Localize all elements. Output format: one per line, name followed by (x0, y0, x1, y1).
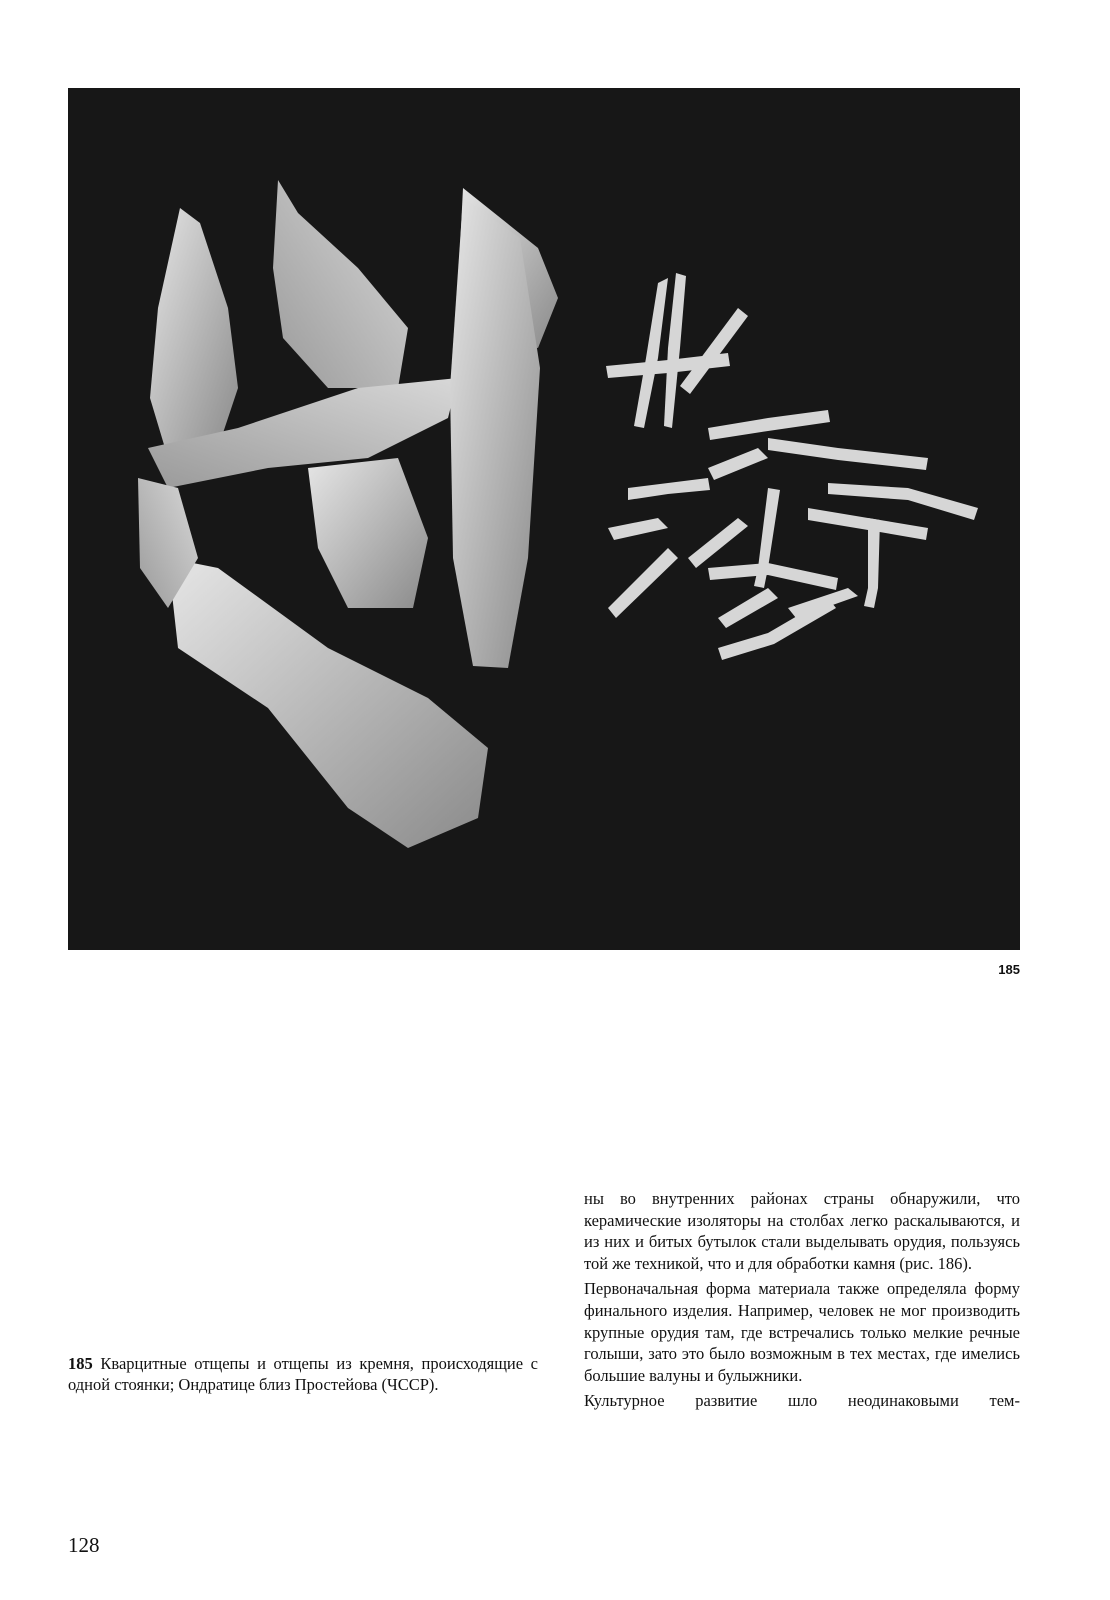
figure-number: 185 (998, 962, 1020, 977)
flint-flakes-photo (68, 88, 1020, 950)
paragraph: ны во внутренних районах страны обнаружили, что керамические изоляторы на столбах легко раскалываются, и из них и битых бутылок стали выделывать орудия, пользуясь той же техникой, что и для обработки камня (рис. 186). (584, 1189, 1020, 1273)
caption-text: Кварцитные отщепы и отщепы из кремня, происходящие с одной стоянки; Ондратице близ Простейова (ЧССР). (68, 1354, 539, 1394)
paragraph: Первоначальная форма материала также определяла форму финального изделия. Например, человек не мог производить крупные орудия там, где встречались только мелкие речные голыши, зато это было возможным в тех местах, где имелись большие валуны и булыжники. (584, 1279, 1020, 1385)
figure-photo (68, 88, 1020, 950)
paragraph: Культурное развитие шло неодинаковыми тем- (584, 1391, 1020, 1411)
caption-number: 185 (68, 1354, 93, 1373)
page-number: 128 (68, 1533, 100, 1557)
body-text (584, 1188, 1020, 1416)
figure-caption (68, 1353, 538, 1395)
